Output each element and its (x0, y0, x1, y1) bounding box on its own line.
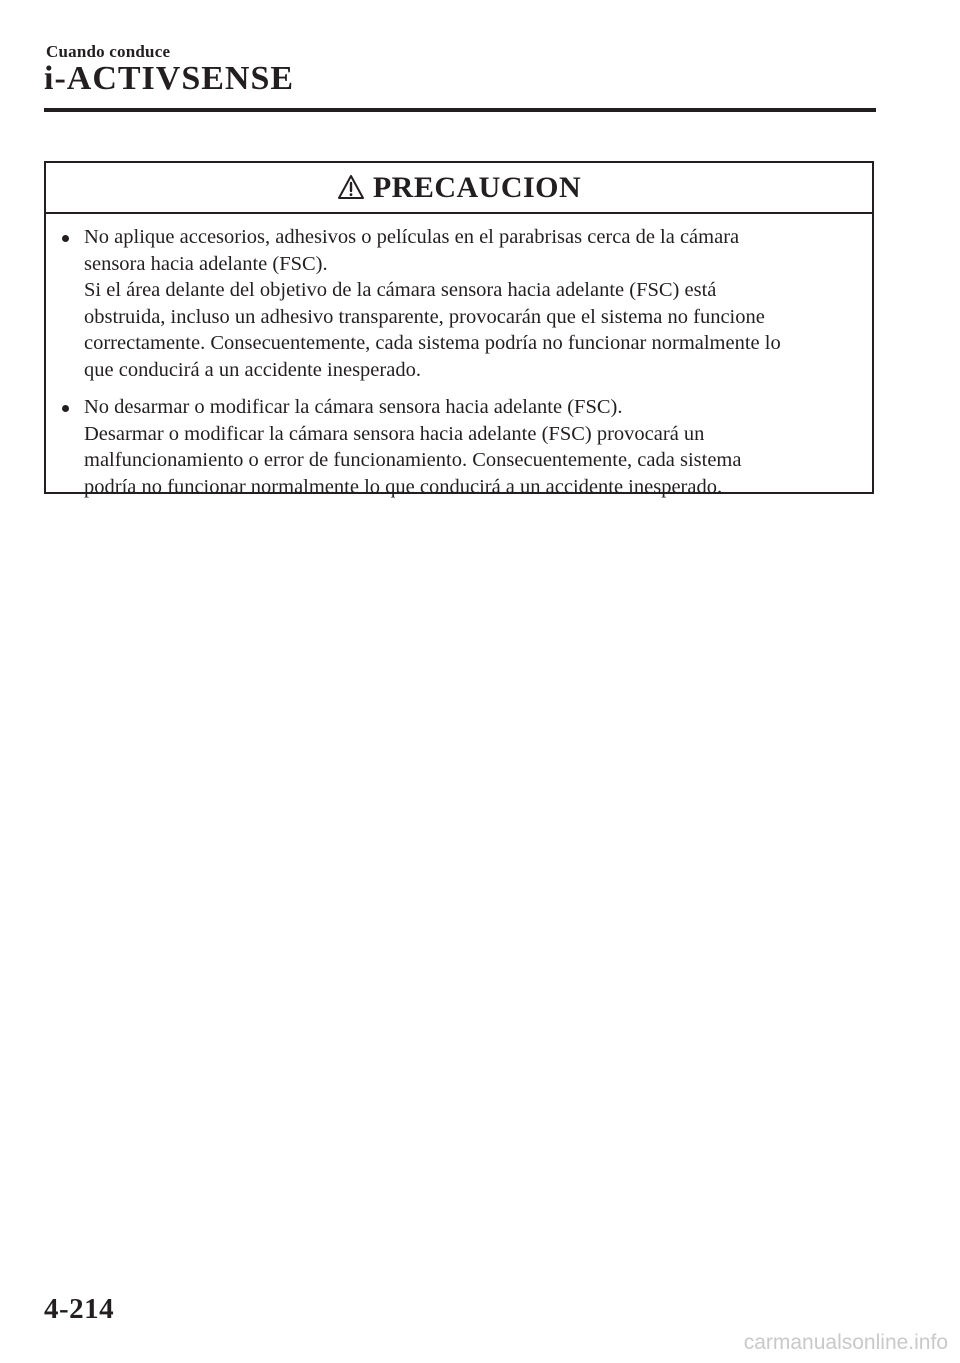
bullet-text-line: podría no funcionar normalmente lo que conducirá a un accidente inesperado. (84, 475, 723, 498)
bullet-icon (62, 405, 69, 412)
bullet-text-line: No desarmar o modificar la cámara sensora hacia adelante (FSC). (84, 396, 623, 418)
watermark: carmanualsonline.info (743, 1331, 948, 1354)
caution-title: PRECAUCION (372, 170, 582, 204)
bullet-text-line: correctamente. Consecuentemente, cada sistema podría no funcionar normalmente lo (84, 332, 781, 354)
page-number: 4-214 (44, 1293, 115, 1325)
header-divider (44, 108, 876, 112)
caution-box (44, 161, 874, 498)
bullet-text-line: que conducirá a un accidente inesperado. (84, 358, 421, 381)
bullet-text-line: No aplique accesorios, adhesivos o películas en el parabrisas cerca de la cámara (84, 226, 740, 248)
bullet-text-line: Desarmar o modificar la cámara sensora hacia adelante (FSC) provocará un (84, 422, 705, 445)
caution-bullet (60, 394, 854, 500)
caution-body (46, 214, 872, 500)
caution-header (46, 163, 872, 214)
bullet-icon (62, 235, 69, 242)
bullet-text-line: malfuncionamiento o error de funcionamiento. Consecuentemente, cada sistema (84, 449, 742, 471)
bullet-text-line: sensora hacia adelante (FSC). (84, 252, 328, 275)
caution-bullet (60, 224, 854, 383)
bullet-text-line: obstruida, incluso un adhesivo transparente, provocarán que el sistema no funcione (84, 305, 765, 328)
section-label: Cuando conduce (46, 42, 171, 61)
warning-triangle-icon (337, 174, 365, 200)
bullet-text-line: Si el área delante del objetivo de la cámara sensora hacia adelante (FSC) está (84, 279, 717, 301)
chapter-title: i-ACTIVSENSE (44, 60, 295, 97)
